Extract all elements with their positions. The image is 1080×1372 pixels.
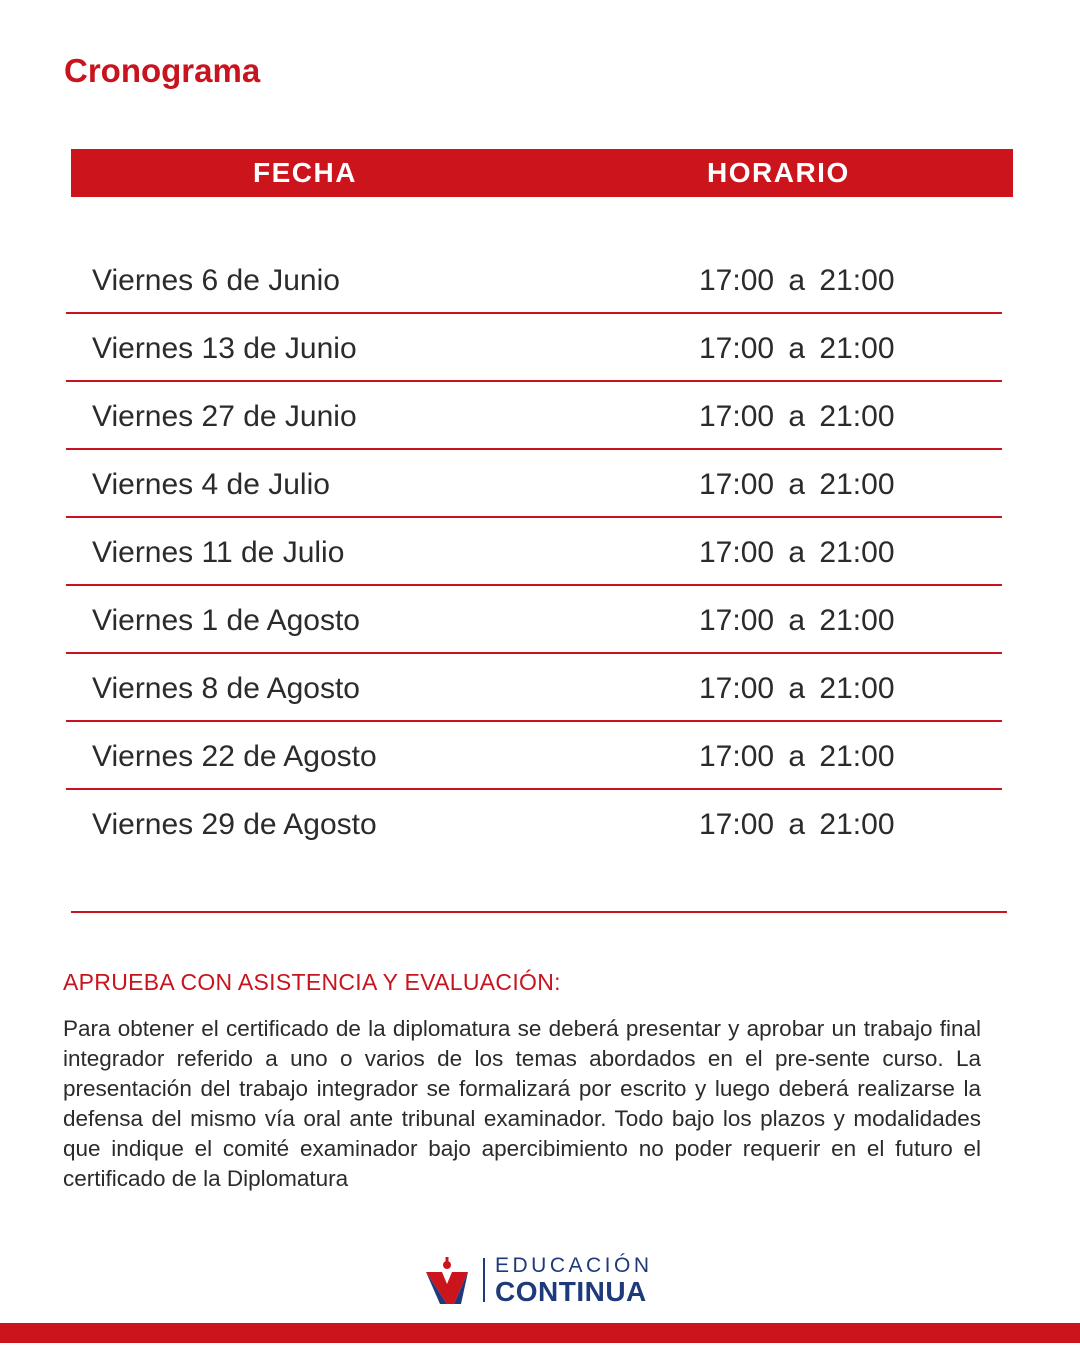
page-title: Cronograma	[64, 52, 261, 89]
evaluation-title: APRUEBA CON ASISTENCIA Y EVALUACIÓN:	[63, 969, 561, 995]
row-date: Viernes 1 de Agosto	[92, 604, 360, 637]
schedule-table-header	[71, 149, 1013, 197]
row-time: 17:00 a 21:00	[699, 604, 895, 637]
table-row	[66, 654, 1002, 722]
row-time: 17:00 a 21:00	[699, 400, 895, 433]
row-time: 17:00 a 21:00	[699, 468, 895, 501]
row-date: Viernes 22 de Agosto	[92, 740, 377, 773]
logo-separator	[483, 1258, 485, 1302]
university-logo-icon	[424, 1254, 470, 1306]
row-time: 17:00 a 21:00	[699, 740, 895, 773]
table-row	[66, 518, 1002, 586]
header-horario: HORARIO	[707, 157, 850, 188]
schedule-table-body	[66, 246, 1002, 858]
row-date: Viernes 27 de Junio	[92, 400, 357, 433]
row-time: 17:00 a 21:00	[699, 672, 895, 705]
row-time: 17:00 a 21:00	[699, 264, 895, 297]
row-date: Viernes 11 de Julio	[92, 536, 345, 569]
row-date: Viernes 29 de Agosto	[92, 808, 377, 841]
row-date: Viernes 4 de Julio	[92, 468, 330, 501]
row-date: Viernes 13 de Junio	[92, 332, 357, 365]
row-date: Viernes 8 de Agosto	[92, 672, 360, 705]
table-row	[66, 382, 1002, 450]
evaluation-text: Para obtener el certificado de la diplomatura se deberá presentar y aprobar un trabajo final integrador referido a uno o varios de los temas abordados en el pre-sente curso. La presentación del trabajo integrador se formalizará por escrito y luego deberá realizarse la defensa del mismo vía oral ante tribunal examinador. Todo bajo los plazos y modalidades que indique el comité examinador bajo apercibimiento no poder requerir en el futuro el certificado de la Diplomatura	[63, 1016, 981, 1191]
table-row	[66, 314, 1002, 382]
table-row	[66, 790, 1002, 858]
row-time: 17:00 a 21:00	[699, 808, 895, 841]
logo-text-educacion: EDUCACIÓN	[495, 1254, 653, 1277]
row-date: Viernes 6 de Junio	[92, 264, 340, 297]
table-row	[66, 246, 1002, 314]
row-time: 17:00 a 21:00	[699, 332, 895, 365]
table-bottom-divider	[71, 911, 1007, 913]
table-row	[66, 722, 1002, 790]
row-time: 17:00 a 21:00	[699, 536, 895, 569]
logo-text-continua: CONTINUA	[495, 1276, 647, 1307]
table-row	[66, 586, 1002, 654]
table-row	[66, 450, 1002, 518]
footer-bar	[0, 1323, 1080, 1343]
header-fecha: FECHA	[253, 157, 357, 188]
